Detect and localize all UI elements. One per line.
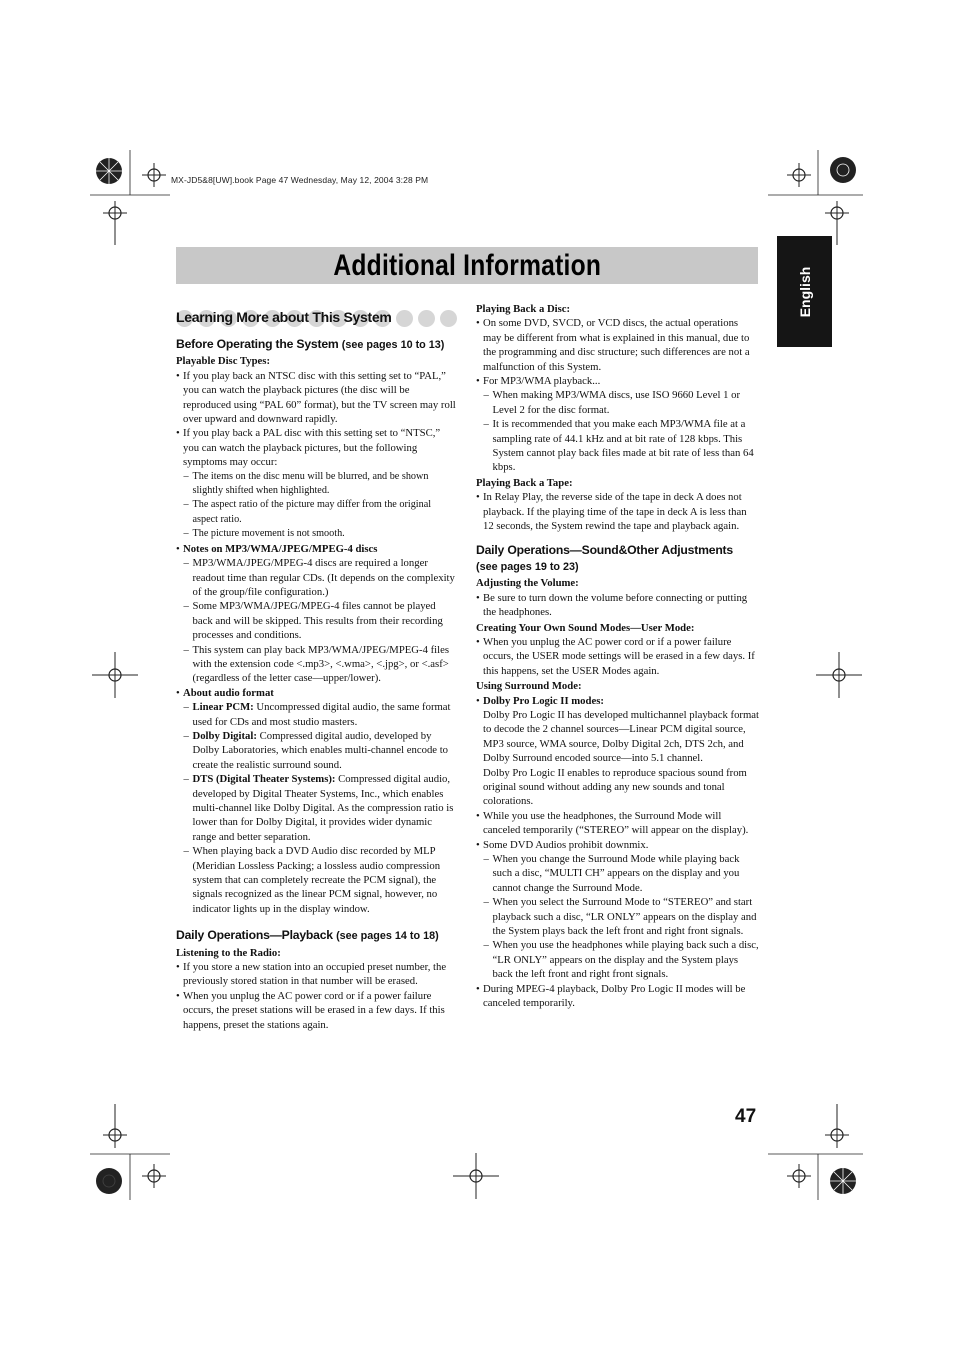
book-header-line: MX-JD5&8[UW].book Page 47 Wednesday, May 12, 2004 3:28 PM xyxy=(171,175,429,185)
disc-playback-list xyxy=(476,316,759,474)
registration-mark-bottom-right xyxy=(768,1104,863,1200)
list-item: • In Relay Play, the reverse side of the tape in deck A does not playback. If the playing time of the tape in deck A is less than 12 seconds, the System rewind the tape and playback again. xyxy=(476,490,759,533)
tape-playback-list xyxy=(476,490,759,533)
list-item: • When you unplug the AC power cord or if a power failure occurs, the USER mode settings will be erased in a few days. If this happens, set the USER Modes again. xyxy=(476,635,759,678)
list-item: • When you unplug the AC power cord or if a power failure occurs, the preset stations will be erased in a few days. If this happens, preset the stations again. xyxy=(176,989,458,1032)
audio-format-text: Uncompressed digital audio, the same format used for CDs and most studio masters. xyxy=(192,701,451,728)
plii-paragraph: Dolby Pro Logic II has developed multichannel playback format to decode the 2 channel sources—Linear PCM digital source, MP3 source, WMA source, Dolby Digital 2ch, DTS 2ch, and Dolby Surround encoded source—into 5.1 channel. xyxy=(483,708,760,765)
user-mode-list xyxy=(476,635,759,678)
list-item: • If you store a new station into an occupied preset number, the previously stored station in that number will be erased. xyxy=(176,960,458,989)
before-operating-heading xyxy=(176,337,458,352)
disc-playback-label: Playing Back a Disc: xyxy=(476,303,571,315)
list-item: – When you select the Surround Mode to “STEREO” and start playback such a disc, “LR ONLY” appears on the display and the System plays back the left front and right front signals. xyxy=(476,895,759,938)
list-item xyxy=(176,772,458,844)
volume-list xyxy=(476,591,759,620)
list-item xyxy=(176,542,458,556)
audio-format-label: About audio format xyxy=(183,686,274,699)
audio-format-text: Compressed digital audio, developed by Digital Theater Systems, Inc., which enables multi-channel like Dolby Digital. As the compression ratio is lower than for Dolby Digital, it provides wider dynamic range and better separation. xyxy=(192,773,454,843)
section-title-row xyxy=(176,306,458,328)
plii-paragraph: Dolby Pro Logic II enables to reproduce spacious sound from original sound without adding any new sounds and tonal colorations. xyxy=(483,766,747,808)
audio-format-text: Compressed digital audio, developed by Dolby Laboratories, which enables multi-channel encode to create the realistic surround sound. xyxy=(192,729,449,771)
list-item: – The picture movement is not smooth. xyxy=(176,527,458,541)
right-column xyxy=(476,302,759,1011)
daily-playback-title: Daily Operations—Playback xyxy=(176,928,333,943)
list-item xyxy=(176,729,458,772)
user-mode-label: Creating Your Own Sound Modes—User Mode: xyxy=(476,621,695,634)
section-title: Learning More about This System xyxy=(176,308,392,325)
list-item: – It is recommended that you make each MP3/WMA file at a sampling rate of 44.1 kHz and at bit rate of 128 kbps. This System cannot play back files made at bit rate of less than 64 kbps. xyxy=(476,417,759,475)
plii-label: Dolby Pro Logic II modes: xyxy=(483,694,604,707)
sound-adjust-heading xyxy=(476,543,759,575)
list-item: • Be sure to turn down the volume before connecting or putting the headphones. xyxy=(476,591,759,620)
notes-label: Notes on MP3/WMA/JPEG/MPEG-4 discs xyxy=(183,542,378,555)
tape-playback-label: Playing Back a Tape: xyxy=(476,476,573,489)
registration-mark-mid-left xyxy=(92,652,138,698)
volume-label: Adjusting the Volume: xyxy=(476,577,579,590)
list-item: • On some DVD, SVCD, or VCD discs, the actual operations may be different from what is explained in this manual, due to the programming and disc structure; such differences are not a malfunction of this System. xyxy=(476,316,759,374)
list-item: • If you play back an NTSC disc with this setting set to “PAL,” you can watch the playback pictures (the disc will be reproduced using “PAL 60” format), but the TV screen may roll over upward and downward rapidly. xyxy=(176,369,458,427)
language-tab xyxy=(777,236,832,347)
before-operating-ref: (see pages 10 to 13) xyxy=(341,339,445,351)
list-item: • During MPEG-4 playback, Dolby Pro Logic II modes will be canceled temporarily. xyxy=(476,982,759,1011)
list-item: – MP3/WMA/JPEG/MPEG-4 discs are required a longer readout time than regular CDs. (It depends on the complexity of the group/file configuration.) xyxy=(176,556,458,599)
playable-disc-list xyxy=(176,369,458,916)
registration-mark-top-right xyxy=(768,150,863,250)
daily-playback-heading xyxy=(176,928,458,943)
radio-label: Listening to the Radio: xyxy=(176,946,281,959)
list-item: – When making MP3/WMA discs, use ISO 9660 Level 1 or Level 2 for the disc format. xyxy=(476,388,759,417)
language-tab-label: English xyxy=(796,266,813,317)
sound-adjust-ref: (see pages 19 to 23) xyxy=(476,560,579,573)
left-column xyxy=(176,306,458,1032)
list-item xyxy=(176,700,458,729)
list-item: • For MP3/WMA playback... xyxy=(476,374,759,388)
page-number: 47 xyxy=(735,1106,757,1127)
list-item: • Some DVD Audios prohibit downmix. xyxy=(476,838,759,852)
surround-list xyxy=(476,694,759,708)
list-item: • If you play back a PAL disc with this setting set to “NTSC,” you can watch the playback pictures, but the following symptoms may occur: xyxy=(176,426,458,469)
list-item xyxy=(176,844,458,916)
audio-format-term: Dolby Digital: xyxy=(192,729,257,742)
surround-notes-list xyxy=(476,809,759,1011)
page-title: Additional Information xyxy=(333,248,601,282)
list-item xyxy=(176,686,458,700)
list-item: – This system can play back MP3/WMA/JPEG/MPEG-4 files with the extension code <.mp3>, <.wma>, <.jpg>, or <.asf> (regardless of the letter case—upper/lower). xyxy=(176,643,458,686)
registration-mark-bottom-left xyxy=(90,1104,170,1200)
registration-mark-mid-right xyxy=(816,652,862,698)
list-item: • While you use the headphones, the Surround Mode will canceled temporarily (“STEREO” will appear on the display). xyxy=(476,809,759,838)
page-title-bar xyxy=(176,247,758,284)
audio-format-text: When playing back a DVD Audio disc recorded by MLP (Meridian Lossless Packing; a lossless audio compression system that can completely recreate the PCM signal), the signals recognized as the linear PCM signal, however, no indicator lights up in the display window. xyxy=(192,845,441,915)
audio-format-term: DTS (Digital Theater Systems): xyxy=(192,773,336,786)
radio-list xyxy=(176,960,458,1032)
registration-mark-top-left xyxy=(90,150,170,250)
list-item: – When you change the Surround Mode while playing back such a disc, “MULTI CH” appears on the display and you cannot change the Surround Mode. xyxy=(476,852,759,895)
surround-label: Using Surround Mode: xyxy=(476,680,582,693)
playable-disc-types-label: Playable Disc Types: xyxy=(176,355,271,368)
before-operating-title: Before Operating the System xyxy=(176,337,339,351)
sound-adjust-title: Daily Operations—Sound&Other Adjustments xyxy=(476,542,733,557)
list-item: – Some MP3/WMA/JPEG/MPEG-4 files cannot be played back and will be skipped. This results from their recording processes and conditions. xyxy=(176,599,458,642)
list-item xyxy=(476,694,759,708)
list-item: – The aspect ratio of the picture may differ from the original aspect ratio. xyxy=(176,498,458,527)
list-item: – When you use the headphones while playing back such a disc, “LR ONLY” appears on the display and the System plays back the left front and right front signals. xyxy=(476,938,759,981)
daily-playback-ref: (see pages 14 to 18) xyxy=(336,930,439,943)
registration-mark-bottom-center xyxy=(453,1153,499,1199)
list-item: – The items on the disc menu will be blurred, and be shown slightly shifted when highlighted. xyxy=(176,470,458,499)
audio-format-term: Linear PCM: xyxy=(192,701,254,714)
